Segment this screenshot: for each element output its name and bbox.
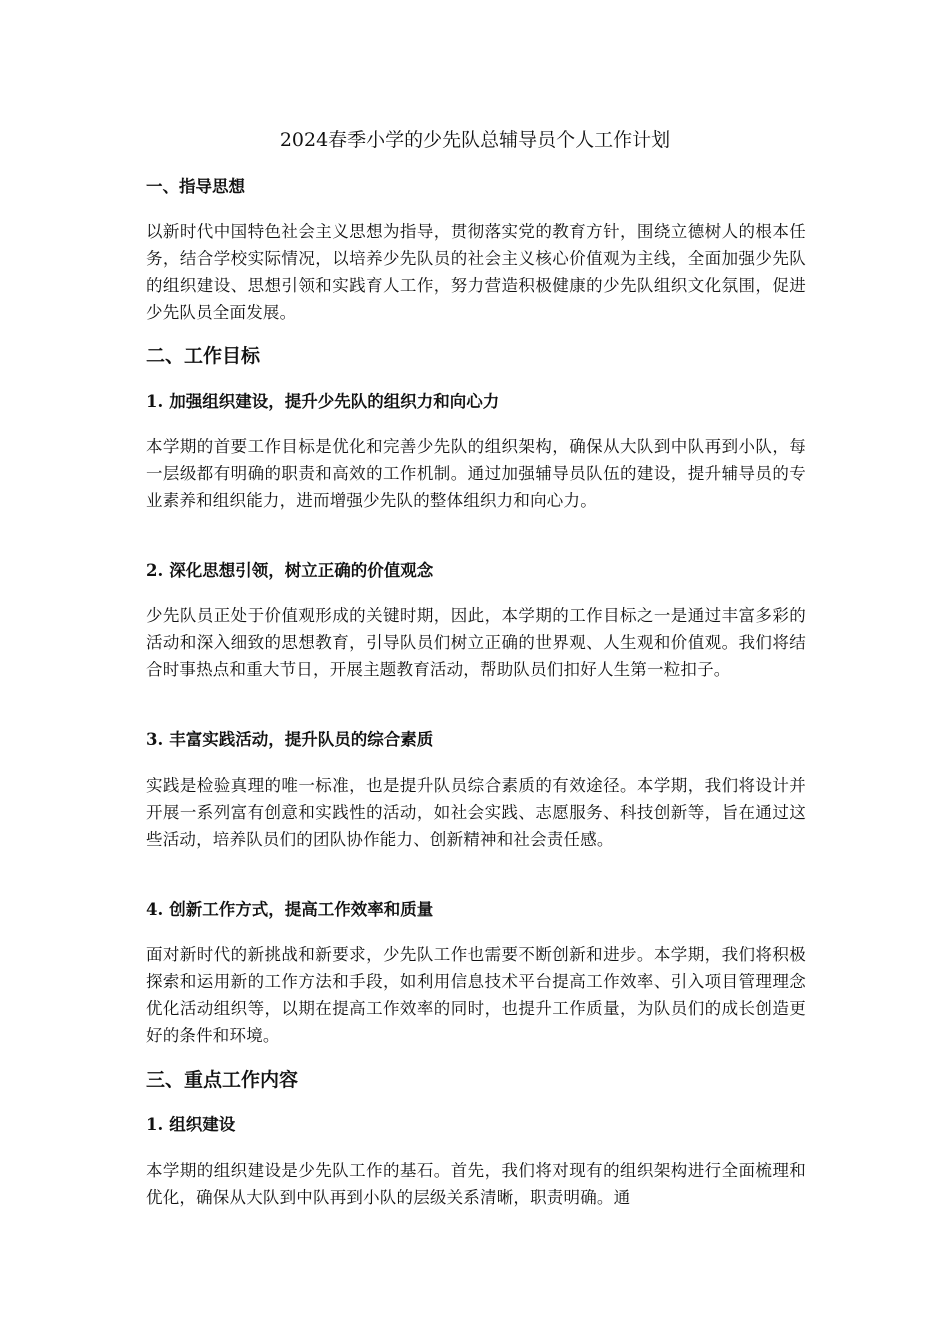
section-heading-key-work: 三、重点工作内容 [146,1069,299,1091]
goal-heading-4 [146,897,806,923]
section-heading-work-goals: 二、工作目标 [146,345,261,367]
goal-heading-2 [146,558,806,584]
document-title: 2024春季小学的少先队总辅导员个人工作计划 [279,129,671,151]
key-work-paragraph-1: 本学期的组织建设是少先队工作的基石。首先，我们将对现有的组织架构进行全面梳理和优化，确保从大队到中队再到小队的层级关系清晰，职责明确。通 [146,1161,806,1207]
goal-title-1: 加强组织建设，提升少先队的组织力和向心力 [169,392,500,411]
goal-number-2: 2. [146,561,164,580]
goal-title-3: 丰富实践活动，提升队员的综合素质 [169,730,434,749]
goal-number-4: 4. [146,900,164,919]
goal-title-2: 深化思想引领，树立正确的价值观念 [169,561,434,580]
key-work-heading-1 [146,1112,806,1138]
goal-paragraph-1: 本学期的首要工作目标是优化和完善少先队的组织架构，确保从大队到中队再到小队，每一层级都有明确的职责和高效的工作机制。通过加强辅导员队伍的建设，提升辅导员的专业素养和组织能力，进而增强少先队的整体组织力和向心力。 [146,437,806,510]
goal-paragraph-2: 少先队员正处于价值观形成的关键时期，因此，本学期的工作目标之一是通过丰富多彩的活动和深入细致的思想教育，引导队员们树立正确的世界观、人生观和价值观。我们将结合时事热点和重大节日，开展主题教育活动，帮助队员们扣好人生第一粒扣子。 [146,606,806,679]
key-work-number-1: 1. [146,1115,164,1134]
section-heading-guiding-ideology: 一、指导思想 [146,177,245,196]
goal-paragraph-3: 实践是检验真理的唯一标准，也是提升队员综合素质的有效途径。本学期，我们将设计并开展一系列富有创意和实践性的活动，如社会实践、志愿服务、科技创新等，旨在通过这些活动，培养队员们的团队协作能力、创新精神和社会责任感。 [146,776,806,849]
paragraph-guiding-ideology: 以新时代中国特色社会主义思想为指导，贯彻落实党的教育方针，围绕立德树人的根本任务，结合学校实际情况，以培养少先队员的社会主义核心价值观为主线，全面加强少先队的组织建设、思想引领和实践育人工作，努力营造积极健康的少先队组织文化氛围，促进少先队员全面发展。 [146,222,806,322]
key-work-title-1: 组织建设 [169,1115,236,1134]
goal-number-3: 3. [146,730,164,749]
goal-heading-3 [146,727,806,753]
goal-number-1: 1. [146,392,164,411]
goal-heading-1 [146,389,806,415]
goal-paragraph-4: 面对新时代的新挑战和新要求，少先队工作也需要不断创新和进步。本学期，我们将积极探索和运用新的工作方法和手段，如利用信息技术平台提高工作效率、引入项目管理理念优化活动组织等，以期在提高工作效率的同时，也提升工作质量，为队员们的成长创造更好的条件和环境。 [146,945,806,1045]
goal-title-4: 创新工作方式，提高工作效率和质量 [169,900,434,919]
